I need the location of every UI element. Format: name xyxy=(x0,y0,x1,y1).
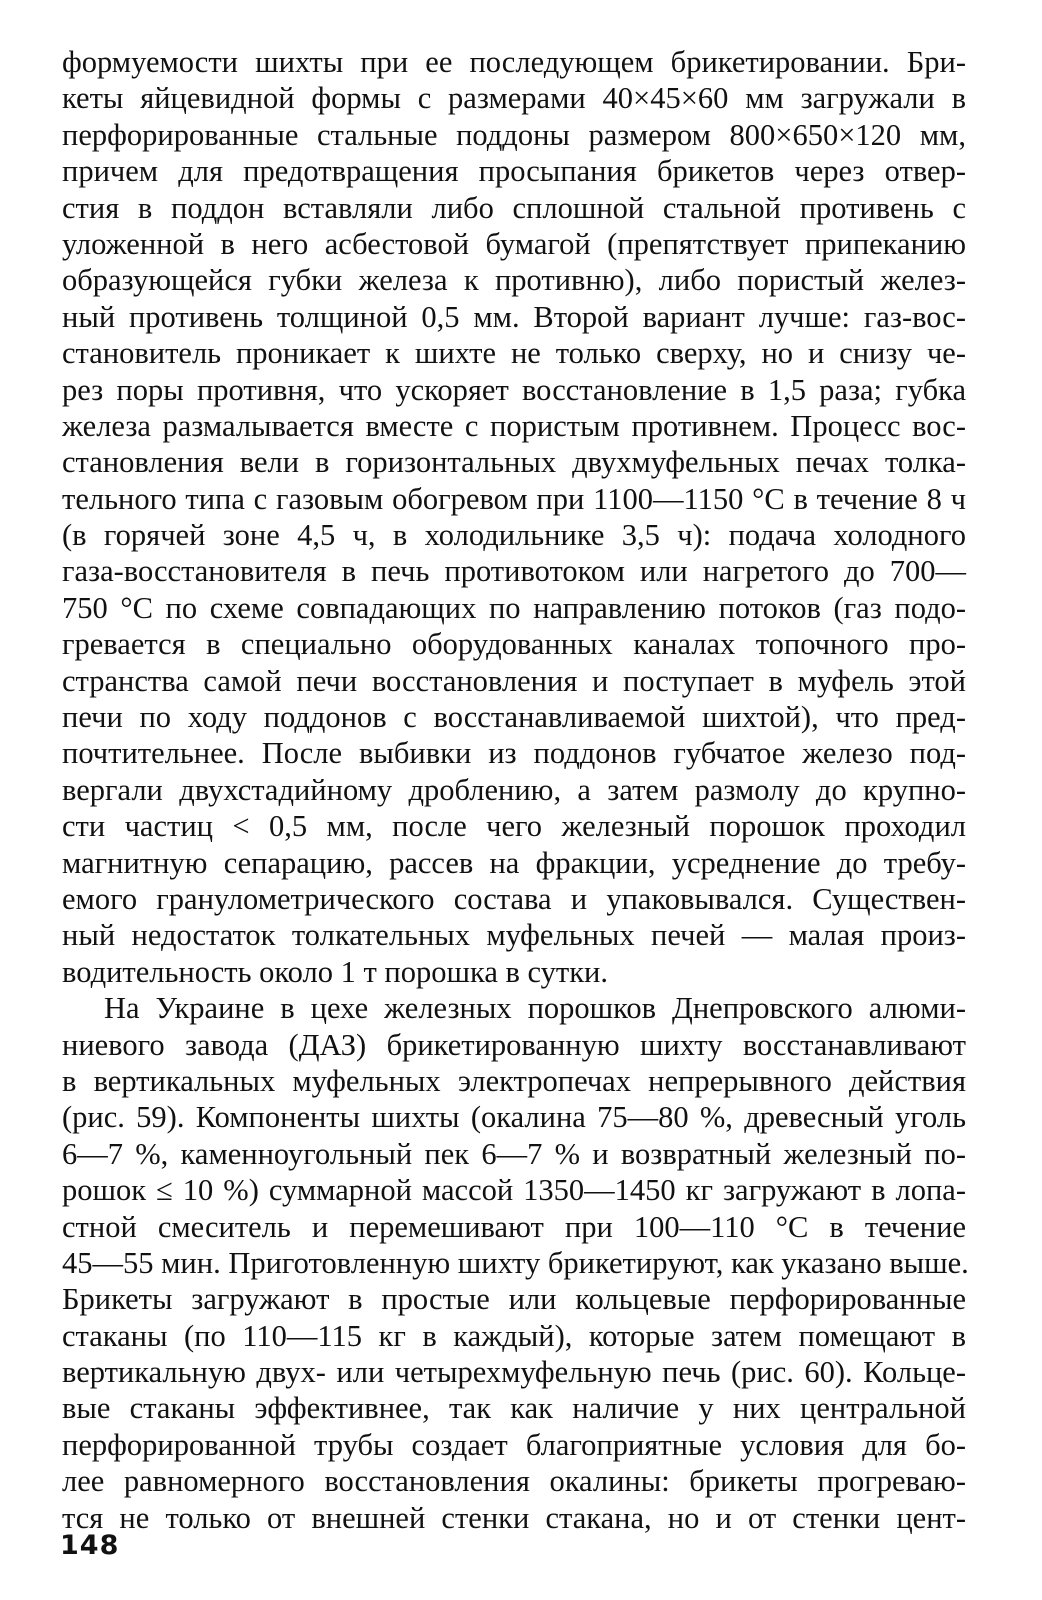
text-line: 45—55 мин. Приготовленную шихту брикетируют, как указано выше. xyxy=(62,1245,969,1280)
text-line: перфорированные стальные поддоны размером 800×650×120 мм, xyxy=(62,117,966,152)
text-line: тся не только от внешней стенки стакана, но и от стенки цент- xyxy=(62,1500,966,1535)
text-line: становитель проникает к шихте не только сверху, но и снизу че- xyxy=(62,336,966,371)
text-line: странства самой печи восстановления и поступает в муфель этой xyxy=(62,663,966,698)
text-line: печи по ходу поддонов с восстанавливаемой шихтой), что пред- xyxy=(62,700,966,735)
text-line: причем для предотвращения просыпания брикетов через отвер- xyxy=(62,154,966,189)
paragraph-end-line: водительность около 1 т порошка в сутки. xyxy=(62,954,609,989)
text-line: рез поры противня, что ускоряет восстановление в 1,5 раза; губка xyxy=(62,372,966,407)
text-line: емого гранулометрического состава и упаковывался. Существен- xyxy=(62,881,966,916)
text-line: вые стаканы эффективнее, так как наличие у них центральной xyxy=(62,1391,966,1426)
body-text xyxy=(62,44,969,1536)
text-line: рошок ≤ 10 %) суммарной массой 1350—1450 кг загружают в лопа- xyxy=(62,1173,966,1208)
text-line: (рис. 59). Компоненты шихты (окалина 75—80 %, древесный уголь xyxy=(62,1100,966,1135)
text-line: образующейся губки железа к противню), либо пористый желез- xyxy=(62,263,966,298)
text-line: почтительнее. После выбивки из поддонов губчатое железо под- xyxy=(62,736,966,771)
text-line: 750 °С по схеме совпадающих по направлению потоков (газ подо- xyxy=(62,590,966,625)
text-line: стаканы (по 110—115 кг в каждый), которые затем помещают в xyxy=(62,1318,966,1353)
text-line: тельного типа с газовым обогревом при 1100—1150 °С в течение 8 ч xyxy=(62,481,966,516)
text-line: сти частиц < 0,5 мм, после чего железный порошок проходил xyxy=(62,809,966,844)
text-line: Брикеты загружают в простые или кольцевые перфорированные xyxy=(62,1282,966,1317)
text-line: перфорированной трубы создает благоприятные условия для бо- xyxy=(62,1427,966,1462)
text-line: ный недостаток толкательных муфельных печей — малая произ- xyxy=(62,918,966,953)
text-line: в вертикальных муфельных электропечах непрерывного действия xyxy=(62,1063,966,1098)
text-line: магнитную сепарацию, рассев на фракции, усреднение до требу- xyxy=(62,845,966,880)
page-number: 148 xyxy=(60,1530,120,1561)
text-line: гревается в специально оборудованных каналах топочного про- xyxy=(62,627,966,662)
text-line: ниевого завода (ДАЗ) брикетированную шихту восстанавливают xyxy=(62,1027,966,1062)
text-line: железа размалывается вместе с пористым противнем. Процесс вос- xyxy=(62,408,966,443)
text-line: уложенной в него асбестовой бумагой (препятствует припеканию xyxy=(62,226,966,261)
text-line: стия в поддон вставляли либо сплошной стальной противень с xyxy=(62,190,966,225)
text-line: стной смеситель и перемешивают при 100—110 °С в течение xyxy=(62,1209,966,1244)
paragraph-start-line: На Украине в цехе железных порошков Днепровского алюми- xyxy=(104,991,966,1026)
text-line: лее равномерного восстановления окалины: брикеты прогреваю- xyxy=(62,1464,966,1499)
text-line: вертикальную двух- или четырехмуфельную печь (рис. 60). Кольце- xyxy=(62,1355,966,1390)
text-line: становления вели в горизонтальных двухмуфельных печах толка- xyxy=(62,445,966,480)
text-line: вергали двухстадийному дроблению, а затем размолу до крупно- xyxy=(62,772,966,807)
text-line: газа-восстановителя в печь противотоком или нагретого до 700— xyxy=(62,554,966,589)
text-line: 6—7 %, каменноугольный пек 6—7 % и возвратный железный по- xyxy=(62,1136,966,1171)
text-line: ный противень толщиной 0,5 мм. Второй вариант лучше: газ-вос- xyxy=(62,299,966,334)
text-line: (в горячей зоне 4,5 ч, в холодильнике 3,5 ч): подача холодного xyxy=(62,518,966,553)
text-line: кеты яйцевидной формы с размерами 40×45×60 мм загружали в xyxy=(62,81,966,116)
text-line: формуемости шихты при ее последующем брикетировании. Бри- xyxy=(62,45,966,79)
